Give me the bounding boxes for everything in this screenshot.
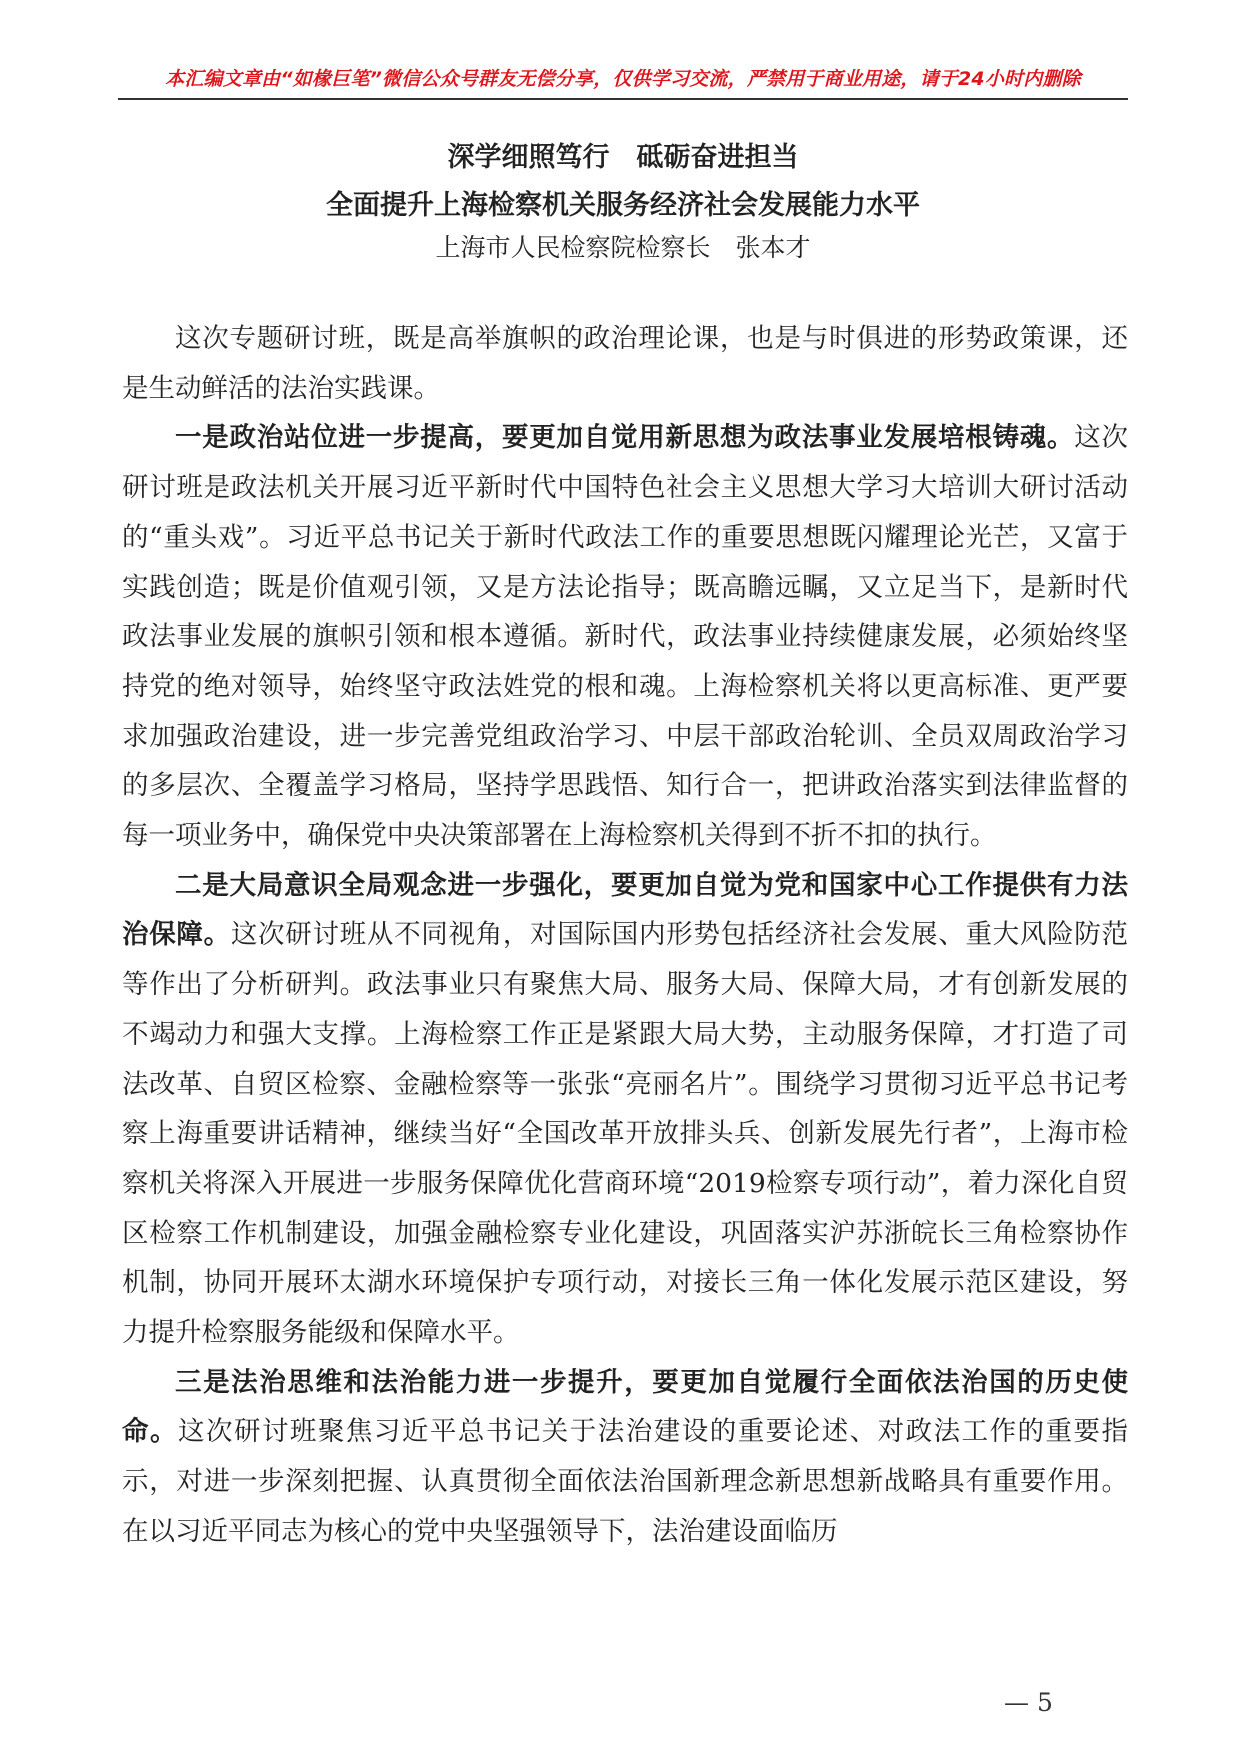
paragraph-point-1 [122, 413, 1128, 860]
paragraph-point-2 [122, 861, 1128, 1358]
title-line-2: 全面提升上海检察机关服务经济社会发展能力水平 [326, 190, 920, 221]
header-rule [118, 98, 1128, 100]
paragraph-heading: 三是法治思维和法治能力进一步提升，要更加自觉履行全面依法治国的历史使命。 [122, 1366, 1128, 1448]
paragraph-text: 这次研讨班从不同视角，对国际国内形势包括经济社会发展、重大风险防范等作出了分析研判。政法事业只有聚焦大局、服务大局、保障大局，才有创新发展的不竭动力和强大支撑。上海检察工作正是紧跟大局大势，主动服务保障，才打造了司法改革、自贸区检察、金融检察等一张张“亮丽名片”。围绕学习贯彻习近平总书记考察上海重要讲话精神，继续当好“全国改革开放排头兵、创新发展先行者”，上海市检察机关将深入开展进一步服务保障优化营商环境“2019检察专项行动”，着力深化自贸区检察工作机制建设，加强金融检察专业化建设，巩固落实沪苏浙皖长三角检察协作机制，协同开展环太湖水环境保护专项行动，对接长三角一体化发展示范区建设，努力提升检察服务能级和保障水平。 [122, 919, 1129, 1349]
paragraph-text: 这次研讨班聚焦习近平总书记关于法治建设的重要论述、对政法工作的重要指示，对进一步深刻把握、认真贯彻全面依法治国新理念新思想新战略具有重要作用。在以习近平同志为核心的党中央坚强领导下，法治建设面临历 [122, 1416, 1129, 1547]
title-line-1: 深学细照笃行 砥砺奋进担当 [447, 142, 799, 173]
paragraph-heading: 二是大局意识全局观念进一步强化，要更加自觉为党和国家中心工作提供有力法治保障。 [122, 869, 1128, 951]
paragraph-heading: 一是政治站位进一步提高，要更加自觉用新思想为政法事业发展培根铸魂。 [175, 422, 1075, 454]
paragraph-intro [122, 314, 1128, 413]
paragraph-point-3 [122, 1358, 1128, 1557]
author-line: 上海市人民检察院检察长 张本才 [435, 233, 811, 262]
copyright-banner: 本汇编文章由“如椽巨笔”微信公众号群友无偿分享，仅供学习交流，严禁用于商业用途，请于24小时内删除 [165, 68, 1081, 90]
paragraph-text: 这次专题研讨班，既是高举旗帜的政治理论课，也是与时俱进的形势政策课，还是生动鲜活的法治实践课。 [122, 323, 1128, 404]
article-body [122, 314, 1128, 1557]
paragraph-text: 这次研讨班是政法机关开展习近平新时代中国特色社会主义思想大学习大培训大研讨活动的“重头戏”。习近平总书记关于新时代政法工作的重要思想既闪耀理论光芒，又富于实践创造；既是价值观引领，又是方法论指导；既高瞻远瞩，又立足当下，是新时代政法事业发展的旗帜引领和根本遵循。新时代，政法事业持续健康发展，必须始终坚持党的绝对领导，始终坚守政法姓党的根和魂。上海检察机关将以更高标准、更严要求加强政治建设，进一步完善党组政治学习、中层干部政治轮训、全员双周政治学习的多层次、全覆盖学习格局，坚持学思践悟、知行合一，把讲政治落实到法律监督的每一项业务中，确保党中央决策部署在上海检察机关得到不折不扣的执行。 [122, 422, 1128, 852]
page-number: — 5 [1004, 1688, 1053, 1717]
